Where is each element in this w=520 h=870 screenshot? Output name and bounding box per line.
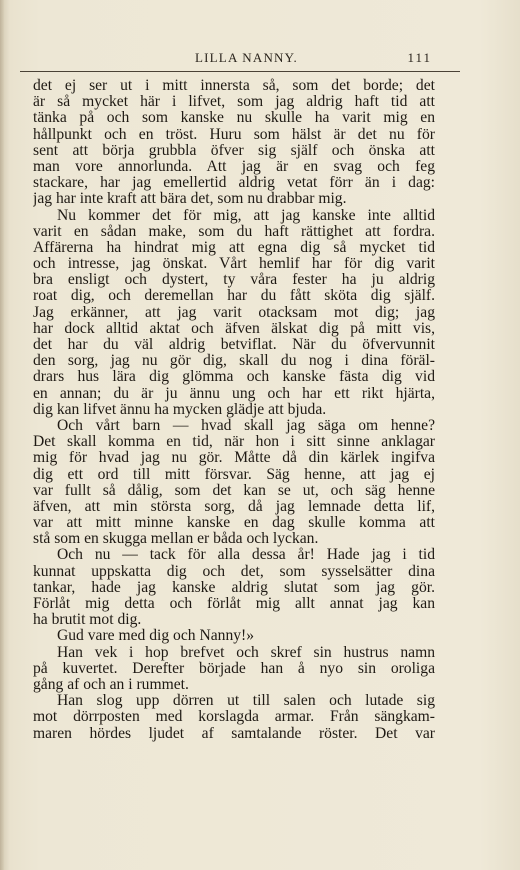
text-line: stackare, har jag emellertid aldrig vetat förr än i dag: [33, 175, 435, 192]
text-line: det ej ser ut i mitt innersta så, som det borde; det [33, 78, 435, 94]
text-line: dig kan lifvet ännu ha mycken glädje att bjuda. [33, 401, 327, 418]
text-line: ha brutit mot dig. [33, 612, 142, 629]
running-title: LILLA NANNY. [195, 50, 298, 65]
text-line: Han slog upp dörren ut till salen och lutade sig [57, 693, 435, 710]
text-line: det har du väl aldrig betviflat. När du öfvervunnit [33, 337, 435, 353]
text-line: mig för hvad jag nu gör. Måtte då din kärlek ingifva [33, 450, 435, 467]
text-line: bra ensligt och dystert, ty våra fester ha ju aldrig [33, 272, 435, 289]
text-line: roat dig, och deremellan har du fått sköta dig själf. [33, 288, 435, 305]
page-header [30, 50, 440, 72]
text-line: Han vek i hop brefvet och skref sin hustrus namn [57, 644, 435, 661]
text-line: Affärerna ha hindrat mig att egna dig så mycket tid [33, 239, 435, 256]
text-line: Och nu — tack för alla dessa år! Hade jag i tid [57, 547, 435, 564]
header-rule [20, 71, 460, 72]
text-line: har dock alltid aktat och äfven älskat dig på mitt vis, [33, 320, 435, 337]
text-line: hållpunkt och en tröst. Huru som hälst är det nu för [33, 126, 435, 143]
text-line: är så mycket här i lifvet, som jag aldrig haft tid att [33, 94, 435, 111]
text-line: stå som en skugga mellan er båda och lyckan. [33, 531, 319, 548]
text-line: tänka på och som kanske nu skulle ha varit mig en [33, 110, 435, 127]
text-line: den sorg, jag nu gör dig, skall du nog i dina föräl- [33, 353, 435, 370]
text-line: Förlåt mig detta och förlåt mig allt annat jag kan [33, 596, 435, 612]
text-line: maren hördes ljudet af samtalande röster. Det var [33, 725, 435, 742]
text-line: Jag erkänner, att jag varit otacksam mot dig; jag [33, 304, 435, 321]
text-line: sent att börja grubbla öfver sig själf och önska att [33, 142, 435, 159]
text-line: jag har inte kraft att bära det, som nu drabbar mig. [33, 191, 347, 208]
text-line: man vore annorlunda. Att jag är en svag och feg [33, 158, 435, 175]
text-line: Gud vare med dig och Nanny!» [57, 628, 255, 645]
text-line: på kuvertet. Derefter började han å nyo sin oroliga [33, 660, 435, 677]
text-line: gång af och an i rummet. [33, 676, 189, 693]
text-line: drars hus lära dig glömma och kanske fästa dig vid [33, 369, 435, 386]
text-line: och intresse, jag önskat. Vårt hemlif har för dig varit [33, 256, 435, 273]
text-line: var att mitt minne kanske en dag skulle komma att [33, 515, 435, 532]
text-line: Det skall komma en tid, när hon i sitt sinne anklagar [33, 434, 435, 451]
page-binding-edge [0, 0, 4, 870]
text-line: Nu kommer det för mig, att jag kanske inte alltid [57, 207, 435, 224]
page-number: 111 [407, 50, 432, 65]
text-line: tankar, hade jag kanske aldrig slutat som jag gör. [33, 579, 435, 596]
text-line: dig ett ord till mitt försvar. Säg henne, att jag ej [33, 466, 435, 483]
body-text [33, 78, 435, 742]
text-line: äfven, att min största sorg, då jag lemnade detta lif, [33, 498, 435, 515]
text-line: Och vårt barn — hvad skall jag säga om henne? [57, 417, 435, 434]
text-line: varit en sådan make, som du haft rättighet att fordra. [33, 223, 435, 240]
text-line: mot dörrposten med korslagda armar. Från sängkam- [33, 709, 435, 726]
text-line: en annan; du är ju ännu ung och har ett rikt hjärta, [33, 385, 435, 402]
text-line: kunnat uppskatta dig och det, som sysselsätter dina [33, 563, 435, 580]
text-line: var fullt så dålig, som det kan se ut, och säg henne [33, 482, 435, 499]
